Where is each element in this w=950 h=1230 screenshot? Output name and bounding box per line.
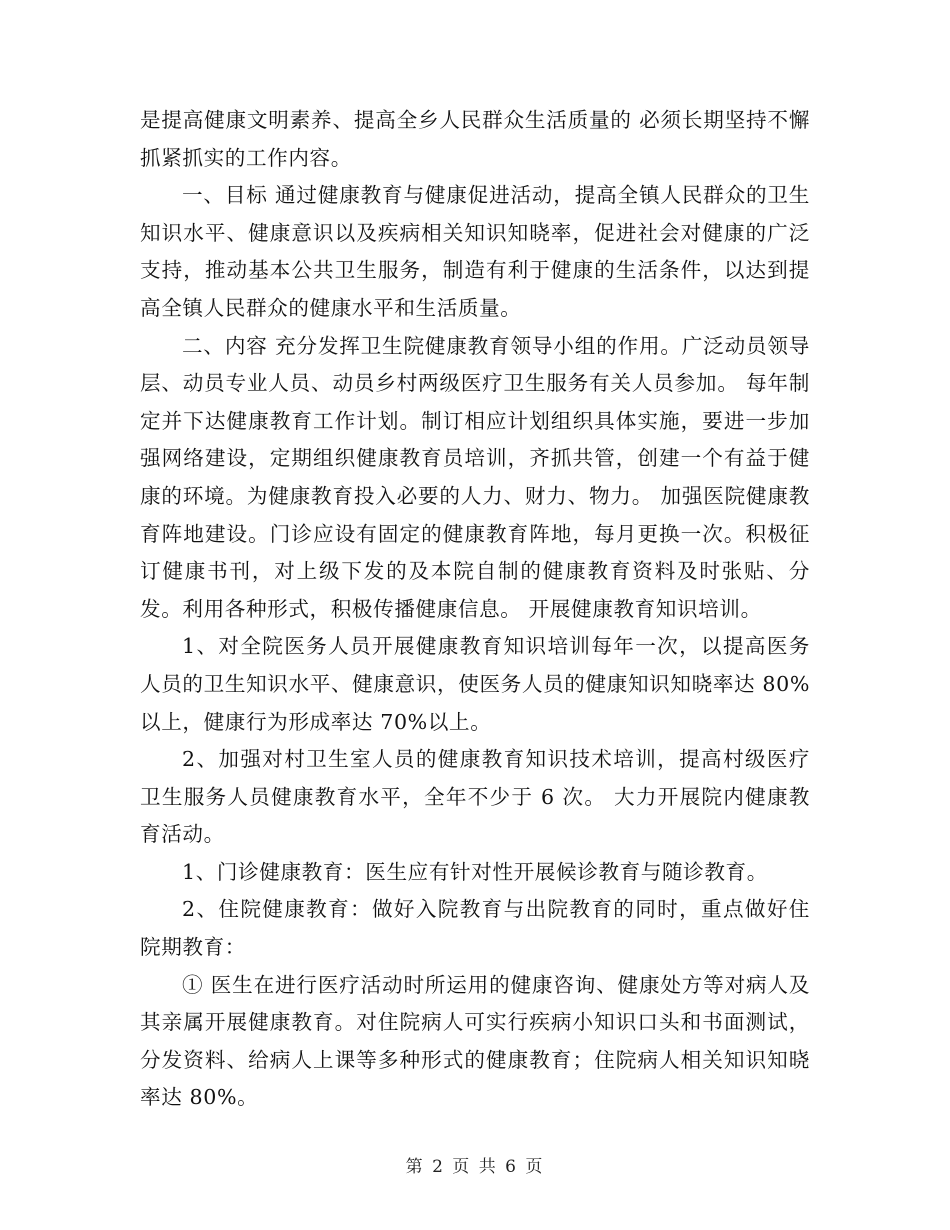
paragraph-continuation: 是提高健康文明素养、提高全乡人民群众生活质量的 必须长期坚持不懈抓紧抓实的工作内容。 xyxy=(140,108,810,170)
paragraph-item-outpatient: 1、门诊健康教育：医生应有针对性开展候诊教育与随诊教育。 xyxy=(182,859,768,884)
paragraph-goal: 一、目标 通过健康教育与健康促进活动，提高全镇人民群众的卫生知识水平、健康意识以及疾病相关知识知晓率，促进社会对健康的广泛支持，推动基本公共卫生服务，制造有利于健康的生活条件，以达到提高全镇人民群众的健康水平和生活质量。 xyxy=(140,183,810,320)
paragraph-item-village-training: 2、加强对村卫生室人员的健康教育知识技术培训，提高村级医疗卫生服务人员健康教育水平，全年不少于 6 次。 大力开展院内健康教育活动。 xyxy=(140,747,810,847)
paragraph-item-doctor-education: ① 医生在进行医疗活动时所运用的健康咨询、健康处方等对病人及其亲属开展健康教育。对住院病人可实行疾病小知识口头和书面测试，分发资料、给病人上课等多种形式的健康教育；住院病人相关知识知晓率达 80%。 xyxy=(140,972,810,1110)
document-body xyxy=(140,102,810,1117)
page-number-footer: 第 2 页 共 6 页 xyxy=(405,1157,545,1177)
paragraph-item-staff-training: 1、对全院医务人员开展健康教育知识培训每年一次，以提高医务人员的卫生知识水平、健康意识，使医务人员的健康知识知晓率达 80%以上，健康行为形成率达 70%以上。 xyxy=(140,634,810,734)
paragraph-content: 二、内容 充分发挥卫生院健康教育领导小组的作用。广泛动员领导层、动员专业人员、动员乡村两级医疗卫生服务有关人员参加。 每年制定并下达健康教育工作计划。制订相应计划组织具体实施，要进一步加强网络建设，定期组织健康教育员培训，齐抓共管，创建一个有益于健康的环境。为健康教育投入必要的人力、财力、物力。 加强医院健康教育阵地建设。门诊应设有固定的健康教育阵地，每月更换一次。积极征订健康书刊，对上级下发的及本院自制的健康教育资料及时张贴、分发。利用各种形式，积极传播健康信息。 开展健康教育知识培训。 xyxy=(140,333,810,621)
paragraph-item-inpatient: 2、住院健康教育：做好入院教育与出院教育的同时，重点做好住院期教育： xyxy=(140,897,810,960)
